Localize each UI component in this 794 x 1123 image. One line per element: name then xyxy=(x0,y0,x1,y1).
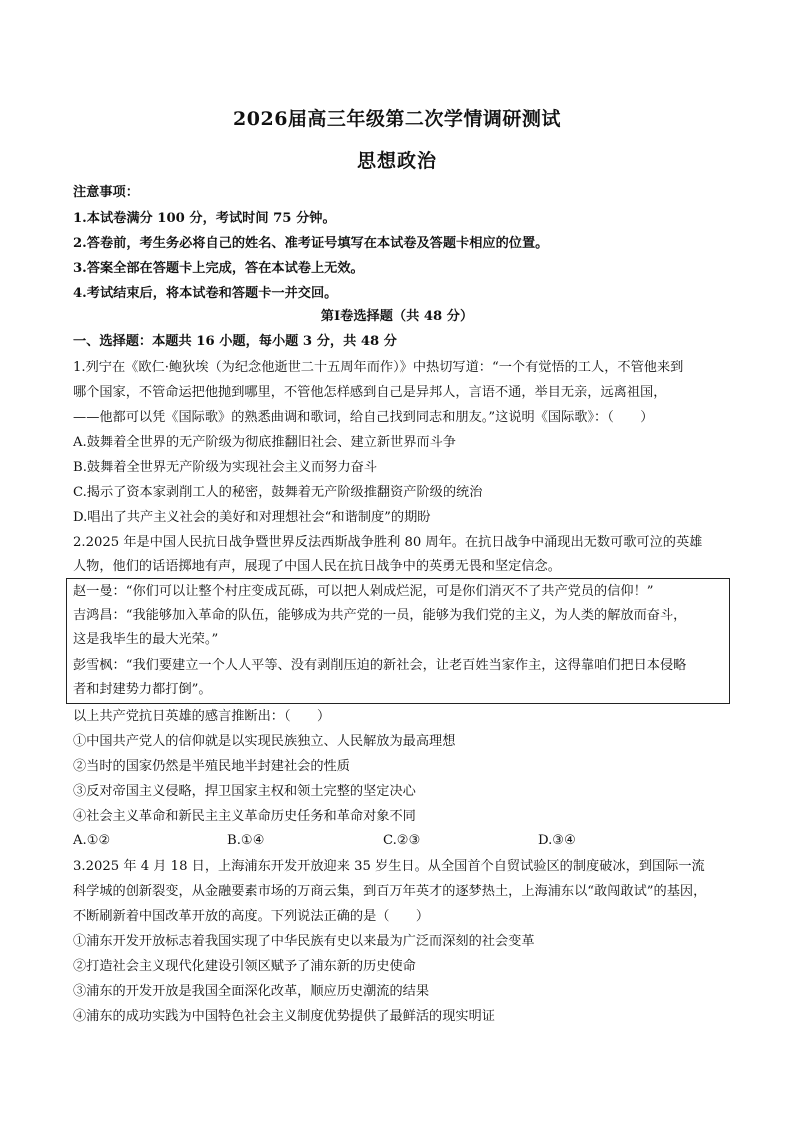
quote-line: 这是我毕生的最大光荣。” xyxy=(73,632,219,647)
q3-statement: ④浦东的成功实践为中国特色社会主义制度优势提供了最鲜活的现实明证 xyxy=(73,1009,495,1024)
quote-line: 吉鸿昌：“我能够加入革命的队伍，能够成为共产党的一员，能够为我们党的主义，为人类的解放而奋斗， xyxy=(73,608,687,623)
q1-option: A.鼓舞着全世界的无产阶级为彻底推翻旧社会、建立新世界而斗争 xyxy=(73,435,456,450)
q1-stem-line: 1.列宁在《欧仁·鲍狄埃（为纪念他逝世二十五周年而作）》中热切写道：“一个有觉悟的工人，不管他来到 xyxy=(73,360,684,375)
notice-heading: 注意事项： xyxy=(73,185,139,200)
q2-statement: ③反对帝国主义侵略，捍卫国家主权和领土完整的坚定决心 xyxy=(73,784,416,799)
q3-statement: ①浦东开发开放标志着我国实现了中华民族有史以来最为广泛而深刻的社会变革 xyxy=(73,934,535,949)
part-title: 一、选择题：本题共 16 小题，每小题 3 分，共 48 分 xyxy=(73,334,397,349)
quote-line: 赵一曼：“你们可以让整个村庄变成瓦砾，可以把人剁成烂泥，可是你们消灭不了共产党员的信仰！” xyxy=(73,584,654,599)
q3-stem-line: 不断刷新着中国改革开放的高度。下列说法正确的是（ ） xyxy=(73,909,430,924)
notice-item: 4.考试结束后，将本试卷和答题卡一并交回。 xyxy=(73,286,338,301)
notice-item: 2.答卷前，考生务必将自己的姓名、准考证号填写在本试卷及答题卡相应的位置。 xyxy=(73,236,549,251)
q2-option: A.①② xyxy=(73,833,111,848)
q2-question: 以上共产党抗日英雄的感言推断出：（ ） xyxy=(73,709,331,724)
q1-option: C.揭示了资本家剥削工人的秘密，鼓舞着无产阶级推翻资产阶级的统治 xyxy=(73,485,483,500)
subject-title: 思想政治 xyxy=(356,150,437,172)
q2-option: B.①④ xyxy=(227,833,265,848)
volume-title: 第Ⅰ卷选择题（共 48 分） xyxy=(320,309,474,324)
q3-statement: ②打造社会主义现代化建设引领区赋予了浦东新的历史使命 xyxy=(73,959,416,974)
q1-option: B.鼓舞着全世界无产阶级为实现社会主义而努力奋斗 xyxy=(73,460,378,475)
notice-item: 3.答案全部在答题卡上完成，答在本试卷上无效。 xyxy=(73,261,364,276)
q3-stem-line: 3.2025 年 4 月 18 日，上海浦东开发开放迎来 35 岁生日。从全国首个自贸试验区的制度破冰，到国际一流 xyxy=(73,859,705,874)
q2-stem-line: 2.2025 年是中国人民抗日战争暨世界反法西斯战争胜利 80 周年。在抗日战争中涌现出无数可歌可泣的英雄 xyxy=(73,535,703,550)
q2-statement: ①中国共产党人的信仰就是以实现民族独立、人民解放为最高理想 xyxy=(73,734,456,749)
q1-option: D.唱出了共产主义社会的美好和对理想社会“和谐制度”的期盼 xyxy=(73,510,431,525)
quote-line: 彭雪枫：“我们要建立一个人人平等、没有剥削压迫的新社会，让老百姓当家作主，这得靠咱们把日本侵略 xyxy=(73,658,687,673)
quote-box xyxy=(66,578,730,704)
notice-item: 1.本试卷满分 100 分，考试时间 75 分钟。 xyxy=(73,211,336,226)
q1-stem-line: 哪个国家，不管命运把他抛到哪里，不管他怎样感到自己是异邦人，言语不通，举目无亲，远离祖国， xyxy=(73,385,667,400)
exam-title: 2026届高三年级第二次学情调研测试 xyxy=(233,108,561,130)
q2-statement: ②当时的国家仍然是半殖民地半封建社会的性质 xyxy=(73,759,350,774)
q2-statement: ④社会主义革命和新民主主义革命历史任务和革命对象不同 xyxy=(73,809,416,824)
q3-statement: ③浦东的开发开放是我国全面深化改革，顺应历史潮流的结果 xyxy=(73,984,430,999)
q2-option: D.③④ xyxy=(538,833,576,848)
q3-stem-line: 科学城的创新裂变，从金融要素市场的万商云集，到百万年英才的逐梦热土，上海浦东以“敢闯敢试”的基因， xyxy=(73,884,707,899)
q1-stem-line: ——他都可以凭《国际歌》的熟悉曲调和歌词，给自己找到同志和朋友。”这说明《国际歌》：（ ） xyxy=(73,410,654,425)
q2-stem-line: 人物，他们的话语掷地有声，展现了中国人民在抗日战争中的英勇无畏和坚定信念。 xyxy=(73,559,561,574)
quote-line: 者和封建势力都打倒”。 xyxy=(73,682,212,697)
q2-option: C.②③ xyxy=(383,833,421,848)
